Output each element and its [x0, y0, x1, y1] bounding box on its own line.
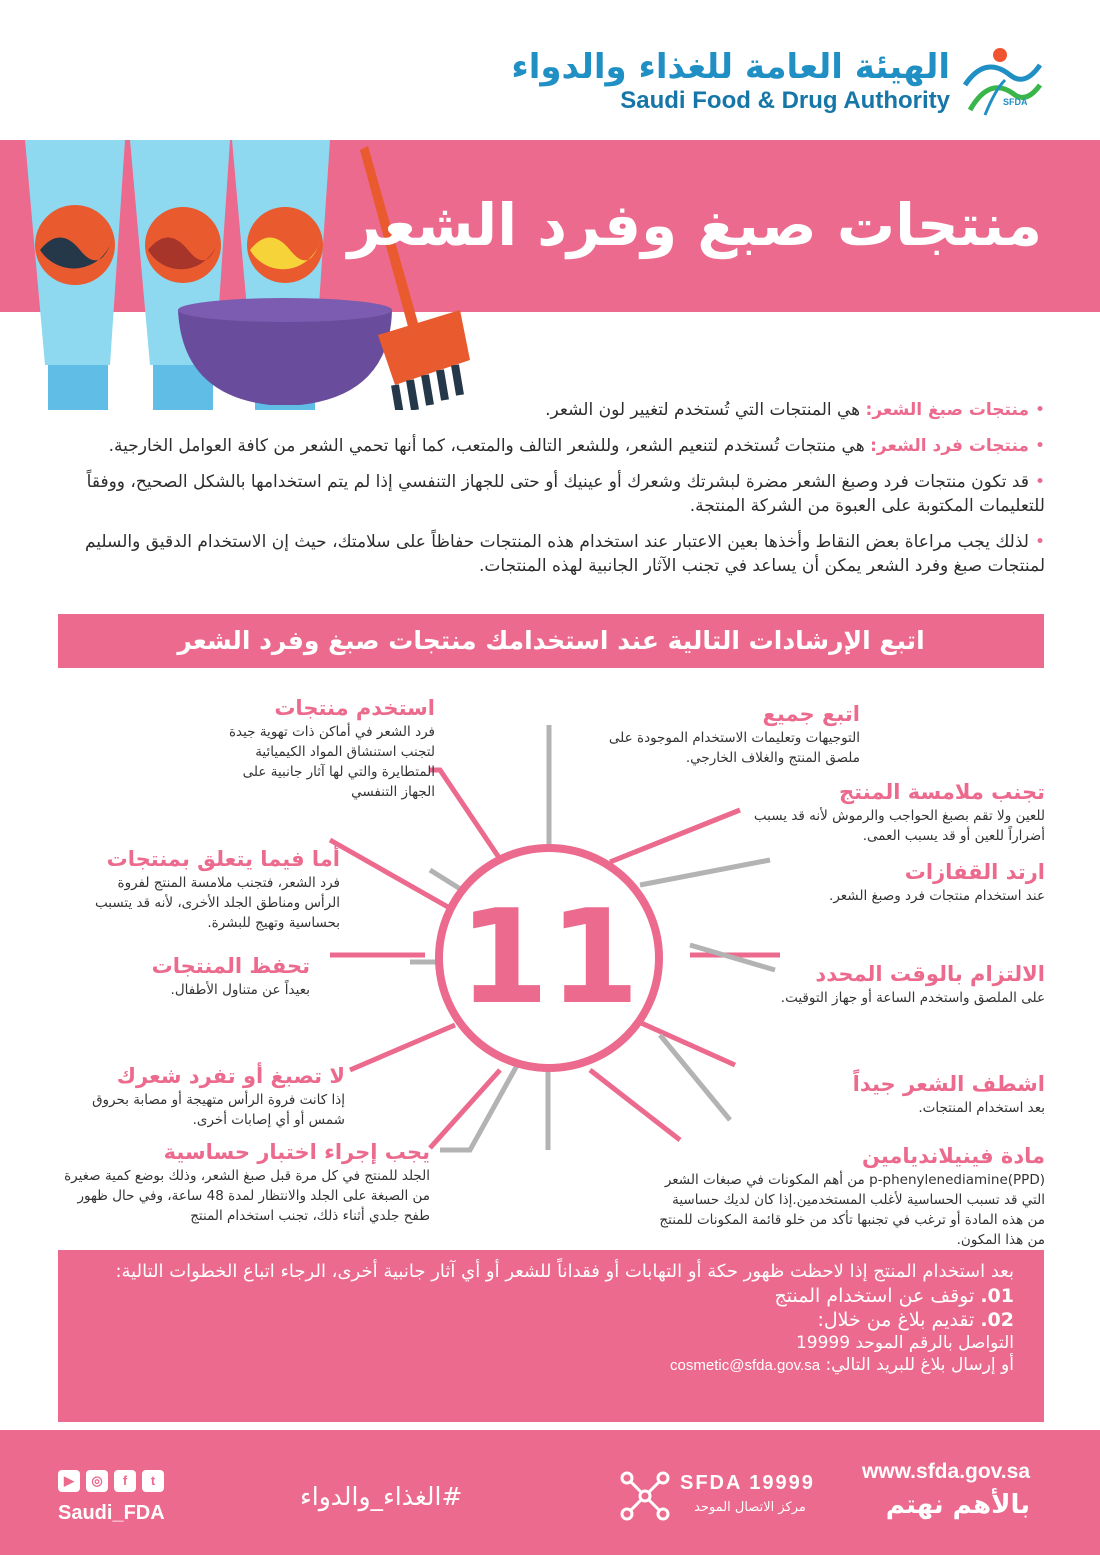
tip-body: فرد الشعر في أماكن ذات تهوية جيدة لتجنب استنشاق المواد الكيميائية المتطايرة والتي لها آثار جانبية على الجهاز التنفسي	[228, 724, 435, 800]
hashtag: #الغذاء_والدواء	[300, 1482, 463, 1511]
youtube-icon[interactable]: ▶	[58, 1470, 80, 1492]
email-link[interactable]: cosmetic@sfda.gov.sa	[670, 1357, 821, 1374]
tips-diagram	[0, 680, 1100, 1248]
tip-title: ارتد القفازات	[904, 860, 1045, 884]
website-link[interactable]: www.sfda.gov.sa	[861, 1460, 1030, 1483]
after-use-intro: بعد استخدام المنتج إذا لاحظت ظهور حكة أو التهابات أو فقداناً للشعر أو أي آثار جانبية أخرى، الرجاء اتباع الخطوات التالية:	[115, 1261, 1014, 1282]
center-number: 11	[458, 881, 640, 1033]
tip-title: استخدم منتجات	[274, 696, 435, 720]
tip-item	[655, 1142, 1045, 1250]
tip-item	[225, 694, 435, 802]
step-2: 02. تقديم بلاغ من خلال:	[817, 1309, 1014, 1331]
section-heading: اتبع الإرشادات التالية عند استخدامك منتجات صبغ وفرد الشعر	[58, 614, 1044, 668]
tip-body: بعد استخدام المنتجات.	[918, 1100, 1045, 1116]
tip-body: التوجيهات وتعليمات الاستخدام الموجودة على ملصق المنتج والغلاف الخارجي.	[608, 730, 860, 766]
tip-body: الجلد للمنتج في كل مرة قبل صبغ الشعر، وذلك بوضع كمية صغيرة من الصبغة على الجلد والانتظار لمدة 48 ساعة، وفي حال ظهور طفح جلدي أثناء ذلك، تجنب استخدام المنتج	[64, 1168, 430, 1224]
brush-icon	[360, 146, 470, 410]
logo-badge: SFDA	[1003, 97, 1028, 107]
tip-item	[80, 1062, 345, 1130]
intro-paragraph: •منتجات فرد الشعر: هي منتجات تُستخدم لتنعيم الشعر، وللشعر التالف والمتعب، كما أنها تحمي الشعر من كافة العوامل الخارجية.	[108, 436, 1045, 456]
tip-body: عند استخدام منتجات فرد وصبغ الشعر.	[829, 888, 1045, 904]
tip-item	[745, 1070, 1045, 1118]
tip-title: يجب إجراء اختبار حساسية	[163, 1140, 430, 1164]
logo-text	[390, 48, 950, 116]
tip-body: إذا كانت فروة الرأس متهيجة أو مصابة بحروق شمس أو أي إصابات أخرى.	[92, 1092, 345, 1128]
hair-dye-illustration-icon	[0, 140, 500, 410]
social-handle: Saudi_FDA	[58, 1502, 165, 1524]
step-1: 01. توقف عن استخدام المنتج	[774, 1285, 1014, 1307]
tip-item	[80, 845, 340, 933]
twitter-icon[interactable]: t	[142, 1470, 164, 1492]
instagram-icon[interactable]: ◎	[86, 1470, 108, 1492]
tip-body: للعين ولا تقم بصبغ الحواجب والرموش لأنه قد يسبب أضراراً للعين أو قد يسبب العمى.	[753, 808, 1045, 844]
tip-title: اتبع جميع	[762, 702, 860, 726]
tube-icon	[25, 140, 125, 410]
tip-title: أما فيما يتعلق بمنتجات	[106, 847, 340, 871]
intro-paragraph: •لذلك يجب مراعاة بعض النقاط وأخذها بعين الاعتبار عند استخدام هذه المنتجات حفاظاً على سلامتك، حيث إن الاستخدام الدقيق والسليم لمنتجات صبغ وفرد الشعر يمكن أن يساعد في تجنب الآثار الجانبية لهذه المنتجات.	[84, 532, 1045, 576]
tip-title: اشطف الشعر جيداً	[852, 1072, 1045, 1096]
page-title: منتجات صبغ وفرد الشعر	[347, 191, 1042, 259]
footer	[0, 1430, 1100, 1555]
hotline-number: SFDA 19999	[680, 1472, 815, 1494]
tip-item	[745, 960, 1045, 1008]
tip-item	[80, 952, 310, 1000]
tip-body: على الملصق واستخدم الساعة أو جهاز التوقيت.	[780, 990, 1045, 1006]
call-center-icon	[615, 1466, 675, 1526]
social-icons	[58, 1470, 164, 1492]
intro-paragraph: •منتجات صبغ الشعر: هي المنتجات التي تُستخدم لتغيير لون الشعر.	[545, 400, 1045, 420]
tip-body: (p-phenylenediamine(PPD من أهم المكونات في صبغات الشعر التي قد تسبب الحساسية لأغلب المستخدمين.إذا كان لديك حساسية من هذه المادة أو ترغب في تجنبها تأكد من خلو قائمة المكونات للمنتج من هذا المكون.	[659, 1172, 1045, 1248]
tagline: بالأهم نهتم	[885, 1490, 1030, 1520]
intro-text	[55, 398, 1045, 590]
sfda-logo-icon	[955, 45, 1045, 120]
tip-item	[600, 700, 860, 768]
intro-paragraph: •قد تكون منتجات فرد وصبغ الشعر مضرة لبشرتك وشعرك أو عينيك أو حتى للجهاز التنفسي إذا لم يتم استخدامها بالشكل الصحيح، ووفقاً للتعليمات المكتوبة على العبوة من الشركة المنتجة.	[86, 472, 1045, 516]
facebook-icon[interactable]: f	[114, 1470, 136, 1492]
tip-title: الالتزام بالوقت المحدد	[815, 962, 1045, 986]
tip-body: بعيداً عن متناول الأطفال.	[170, 982, 310, 998]
header	[0, 0, 1100, 140]
tip-item	[60, 1138, 430, 1226]
after-use-panel	[58, 1250, 1044, 1422]
email-line: أو إرسال بلاغ للبريد التالي: cosmetic@sfda.gov.sa	[670, 1355, 1014, 1375]
tip-title: تحفظ المنتجات	[151, 954, 310, 978]
logo-english: Saudi Food & Drug Authority	[620, 87, 950, 114]
tip-title: تجنب ملامسة المنتج	[839, 780, 1045, 804]
logo-arabic: الهيئة العامة للغذاء والدواء	[511, 47, 950, 87]
tip-title: لا تصبغ أو تفرد شعرك	[116, 1064, 345, 1088]
tip-item	[745, 778, 1045, 846]
hotline-label: مركز الاتصال الموحد	[694, 1500, 806, 1515]
tip-body: فرد الشعر، فتجنب ملامسة المنتج لفروة الرأس ومناطق الجلد الأخرى، لأنه قد يتسبب بحساسية وتهيج للبشرة.	[95, 875, 340, 931]
tip-item	[745, 858, 1045, 906]
tip-title: مادة فينيلانديامين	[861, 1144, 1045, 1168]
hotline-line: التواصل بالرقم الموحد 19999	[795, 1333, 1014, 1353]
